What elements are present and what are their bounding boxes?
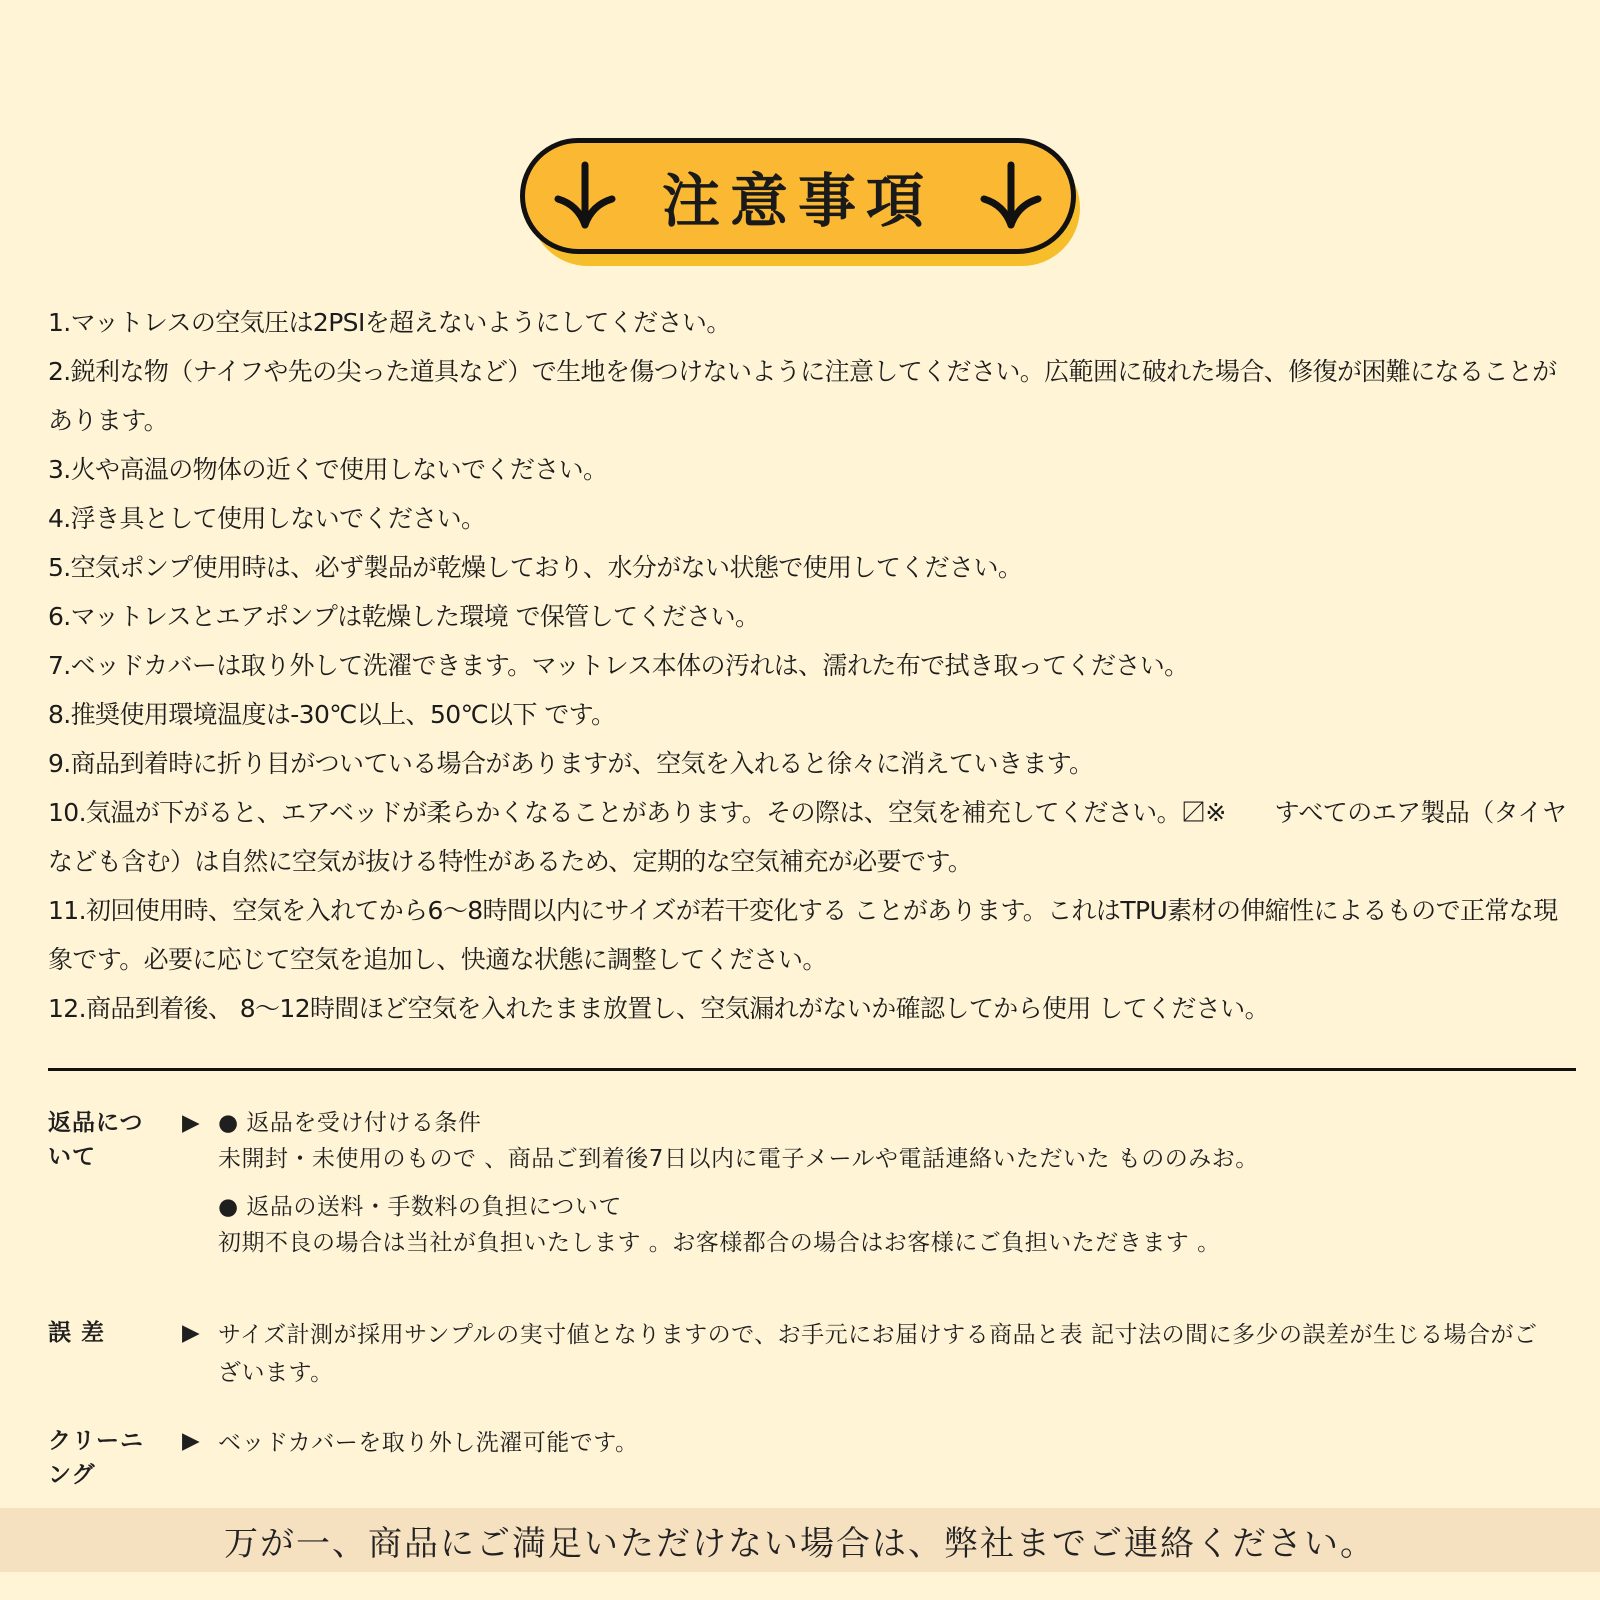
returns-body [218, 1106, 1558, 1262]
triangle-right-icon: ▶ [182, 1110, 200, 1136]
returns-label: 返品について [48, 1110, 144, 1170]
error-text: サイズ計測が採用サンプルの実寸値となりますので、お手元にお届けする商品と表 記寸法の間に多少の誤差が生じる場合がございます。 [218, 1322, 1538, 1386]
note-item: 2.鋭利な物（ナイフや先の尖った道具など）で生地を傷つけないように注意してください。広範囲に破れた場合、修復が困難になることがあります。 [48, 357, 1557, 435]
footer-contact-text: 万が一、商品にご満足いただけない場合は、弊社までご連絡ください。 [224, 1523, 1376, 1564]
returns-fee-heading: ● 返品の送料・手数料の負担について [218, 1194, 622, 1220]
note-item: 8.推奨使用環境温度は-30℃以上、50℃以下 です。 [48, 700, 616, 729]
returns-fee-text: 初期不良の場合は当社が負担いたします 。お客様都合の場合はお客様にご負担いただきます 。 [218, 1230, 1221, 1256]
note-item: 6.マットレスとエアポンプは乾燥した環境 で保管してください。 [48, 602, 760, 631]
arrow-down-icon [550, 159, 620, 233]
cleaning-label: クリーニング [48, 1428, 144, 1488]
triangle-right-icon: ▶ [182, 1428, 200, 1454]
footer-bar [0, 1508, 1600, 1572]
error-body [218, 1316, 1558, 1392]
returns-condition-heading: ● 返品を受け付ける条件 [218, 1110, 482, 1136]
arrow-down-icon [976, 159, 1046, 233]
note-item: 5.空気ポンプ使用時は、必ず製品が乾燥しており、水分がない状態で使用してください。 [48, 553, 1023, 582]
section-divider [48, 1068, 1576, 1071]
cleaning-text: ベッドカバーを取り外し洗濯可能です。 [218, 1430, 639, 1456]
note-item: 9.商品到着時に折り目がついている場合がありますが、空気を入れると徐々に消えていきます。 [48, 749, 1094, 778]
notes-list [48, 298, 1578, 1033]
note-item: 4.浮き具として使用しないでください。 [48, 504, 486, 533]
note-item: 7.ベッドカバーは取り外して洗濯できます。マットレス本体の汚れは、濡れた布で拭き取ってください。 [48, 651, 1189, 680]
note-item: 1.マットレスの空気圧は2PSIを超えないようにしてください。 [48, 308, 731, 337]
note-item: 12.商品到着後、 8～12時間ほど空気を入れたまま放置し、空気漏れがないか確認してから使用 してください。 [48, 994, 1269, 1023]
page-title: 注意事項 [661, 167, 934, 235]
note-item: 10.気温が下がると、エアベッドが柔らかくなることがあります。その際は、空気を補充してください。〼※ すべてのエア製品（タイヤなども含む）は自然に空気が抜ける特性があるため、定期的な空気補充が必要です。 [48, 798, 1567, 876]
cleaning-body [218, 1424, 1558, 1462]
note-item: 11.初回使用時、空気を入れてから6～8時間以内にサイズが若干変化する ことがあります。これはTPU素材の伸縮性によるもので正常な現象です。必要に応じて空気を追加し、快適な状態に調整してください。 [48, 896, 1558, 974]
triangle-right-icon: ▶ [182, 1320, 200, 1346]
title-banner [520, 138, 1080, 266]
banner-pill [520, 138, 1076, 254]
note-item: 3.火や高温の物体の近くで使用しないでください。 [48, 455, 608, 484]
error-label: 誤 差 [48, 1320, 106, 1346]
returns-condition-text: 未開封・未使用のもので 、商品ご到着後7日以内に電子メールや電話連絡いただいた もののみお。 [218, 1146, 1259, 1172]
